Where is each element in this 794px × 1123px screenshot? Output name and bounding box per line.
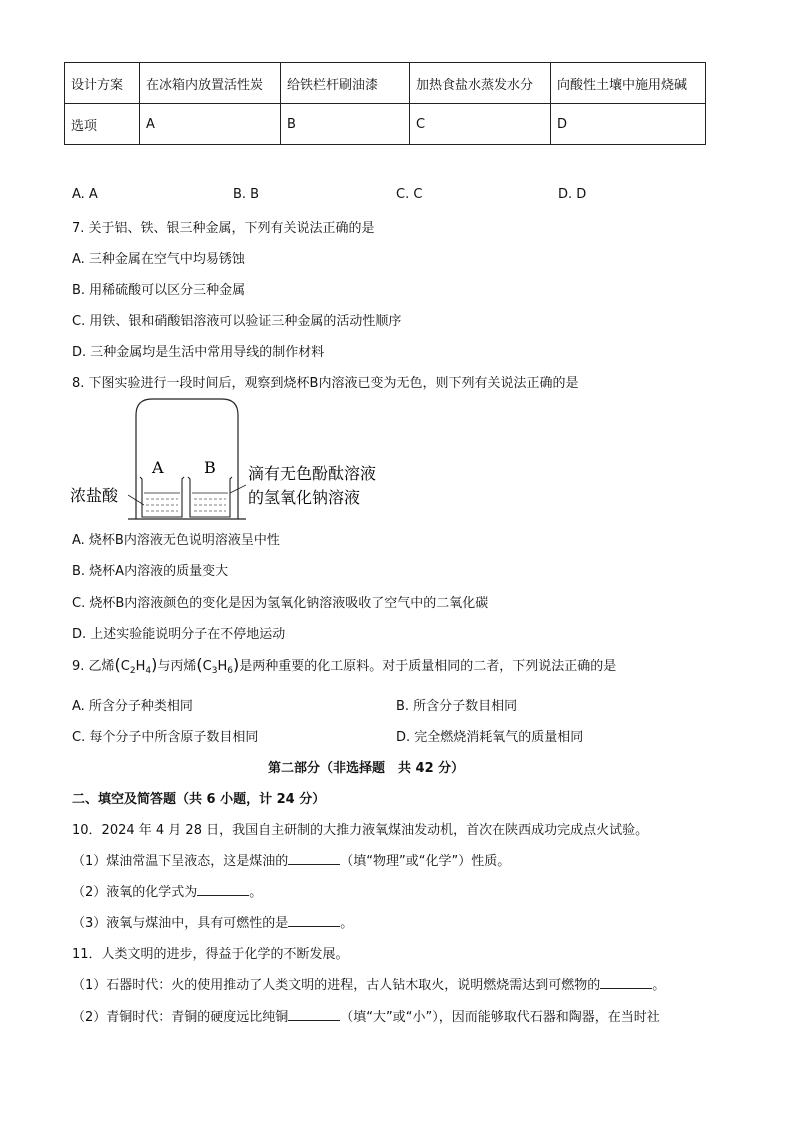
table-row [65, 104, 706, 145]
table-cell: 在冰箱内放置活性炭 [140, 63, 281, 104]
table-cell: C [410, 104, 551, 145]
left-label: 浓盐酸 [70, 486, 119, 505]
table-cell: B [281, 104, 410, 145]
part2-title: 第二部分（非选择题 共 42 分） [268, 761, 465, 776]
q9-option-a: A. 所含分子种类相同 [72, 699, 193, 714]
right-label-2: 的氢氧化钠溶液 [248, 488, 361, 507]
q9-mid: 与丙烯 [157, 659, 197, 674]
q7-option-c: C. 用铁、银和硝酸铝溶液可以验证三种金属的活动性顺序 [72, 314, 402, 329]
q10-part1: （1）煤油常温下呈液态，这是煤油的 （填“物理”或“化学”）性质。 [72, 854, 511, 869]
q9-prefix: 9. 乙烯 [72, 659, 115, 674]
q8-option-c: C. 烧杯B内溶液颜色的变化是因为氢氧化钠溶液吸收了空气中的二氧化碳 [72, 596, 489, 611]
q9-option-d: D. 完全燃烧消耗氧气的质量相同 [396, 730, 584, 745]
section2-title: 二、填空及简答题（共 6 小题，计 24 分） [72, 792, 326, 807]
design-table [64, 62, 706, 145]
q9-stem: 9. 乙烯$(C_2H_4)$与丙烯$(C_3H_6)$是两种重要的化工原料。对于质量相同的二者，下列说法正确的是 [72, 655, 617, 676]
right-label-1: 滴有无色酚酞溶液 [248, 464, 377, 483]
table-cell: A [140, 104, 281, 145]
q7-stem: 7. 关于铝、铁、银三种金属，下列有关说法正确的是 [72, 221, 375, 236]
table-cell: 设计方案 [65, 63, 140, 104]
q10-stem: 10．2024 年 4 月 28 日，我国自主研制的大推力液氧煤油发动机，首次在陕西成功完成点火试验。 [72, 823, 649, 838]
table-row [65, 63, 706, 104]
experiment-figure [70, 393, 400, 525]
table-cell: 加热食盐水蒸发水分 [410, 63, 551, 104]
q10-part3: （3）液氧与煤油中，具有可燃性的是 。 [72, 916, 354, 931]
beaker-b [188, 477, 232, 517]
table-cell: 选项 [65, 104, 140, 145]
q11-part2: （2）青铜时代：青铜的硬度远比纯铜 （填“大”或“小”），因而能够取代石器和陶器，在当时社 [72, 1010, 660, 1025]
q7-option-a: A. 三种金属在空气中均易锈蚀 [72, 252, 245, 267]
table-cell: 向酸性土壤中施用烧碱 [551, 63, 706, 104]
q6-option-d: D. D [558, 187, 587, 202]
answer-blank[interactable] [600, 976, 652, 989]
table-cell: 给铁栏杆刷油漆 [281, 63, 410, 104]
q8-stem: 8. 下图实验进行一段时间后，观察到烧杯B内溶液已变为无色，则下列有关说法正确的是 [72, 376, 579, 391]
answer-blank[interactable] [288, 852, 340, 865]
label-a: A [152, 458, 164, 477]
answer-blank[interactable] [288, 914, 340, 927]
q10-part2: （2）液氧的化学式为 。 [72, 885, 263, 900]
q9-option-b: B. 所含分子数目相同 [396, 699, 518, 714]
q11-stem: 11．人类文明的进步，得益于化学的不断发展。 [72, 947, 349, 962]
q8-option-b: B. 烧杯A内溶液的质量变大 [72, 564, 229, 579]
q8-option-d: D. 上述实验能说明分子在不停地运动 [72, 627, 286, 642]
q7-option-d: D. 三种金属均是生活中常用导线的制作材料 [72, 345, 325, 360]
q8-option-a: A. 烧杯B内溶液无色说明溶液呈中性 [72, 533, 280, 548]
answer-blank[interactable] [288, 1008, 340, 1021]
q9-suffix: 是两种重要的化工原料。对于质量相同的二者，下列说法正确的是 [239, 659, 617, 674]
formula-ethylene: $C_2H_4$ [120, 659, 152, 676]
q11-part1: （1）石器时代：火的使用推动了人类文明的进程，古人钻木取火，说明燃烧需达到可燃物的 。 [72, 978, 666, 993]
q7-option-b: B. 用稀硫酸可以区分三种金属 [72, 283, 246, 298]
q6-option-a: A. A [72, 187, 98, 202]
q9-option-c: C. 每个分子中所含原子数目相同 [72, 730, 259, 745]
answer-blank[interactable] [197, 883, 249, 896]
q6-option-b: B. B [233, 187, 260, 202]
q6-option-c: C. C [396, 187, 423, 202]
label-b: B [204, 458, 216, 477]
table-cell: D [551, 104, 706, 145]
beaker-a [140, 477, 184, 517]
formula-propylene: $C_3H_6$ [202, 659, 233, 676]
